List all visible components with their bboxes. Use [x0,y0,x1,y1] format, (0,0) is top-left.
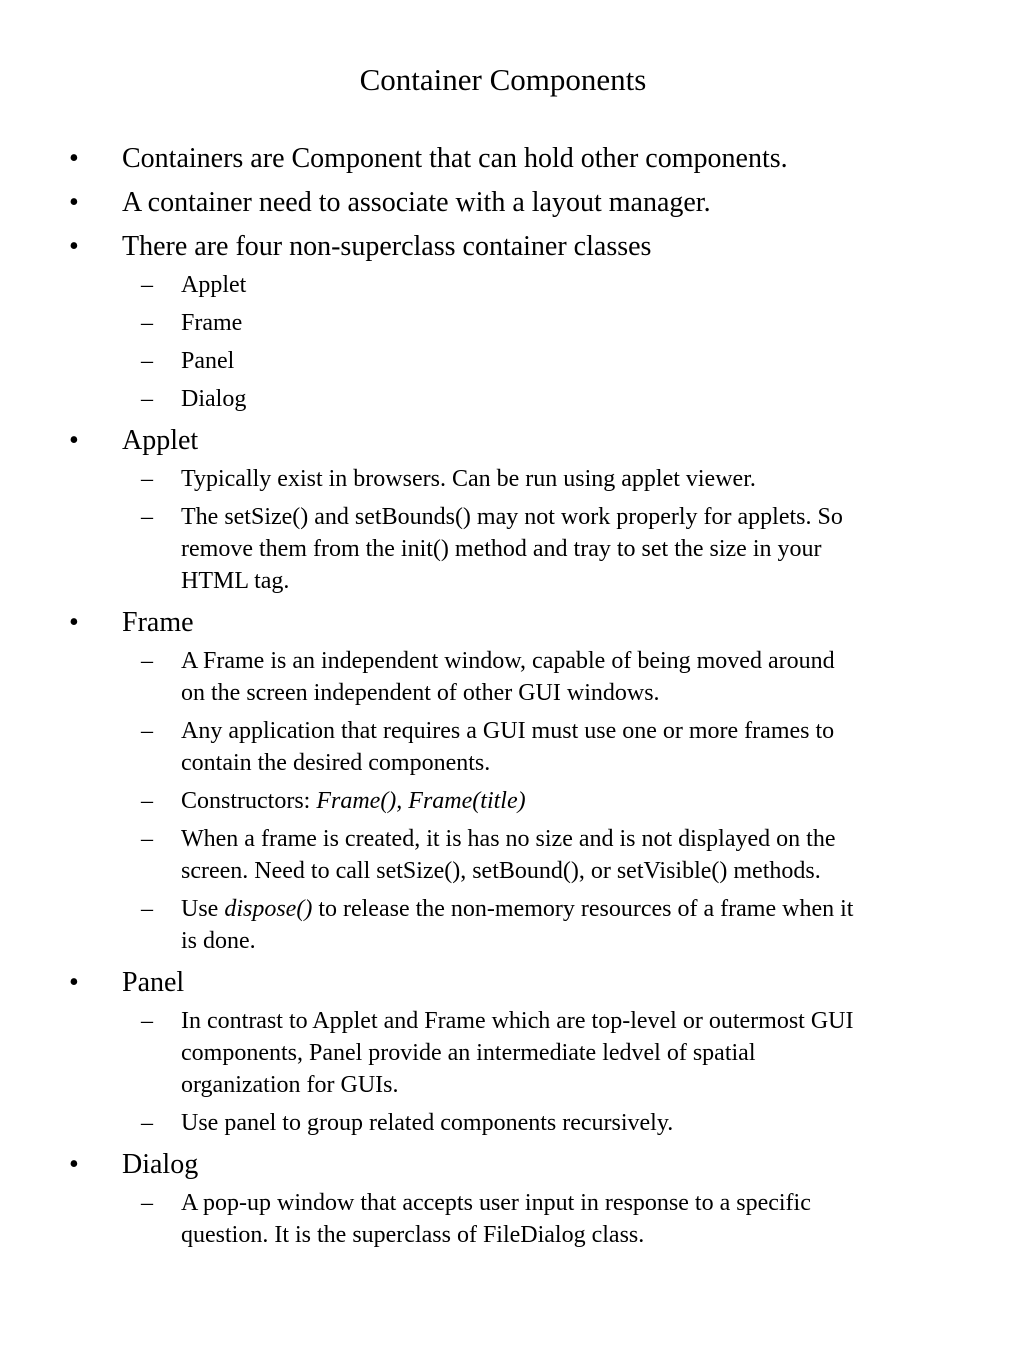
sub-list [122,269,1024,415]
bullet-icon: • [69,1149,79,1180]
bullet-item [0,965,1024,1139]
sub-text: Applet [181,272,247,298]
sub-text: Use panel to group related components recursively. [181,1110,674,1136]
sub-list [122,1187,1024,1251]
sub-item [0,893,941,957]
bullet-icon: • [69,187,79,218]
sub-item [0,1187,941,1251]
bullet-item [0,423,1024,597]
dash-icon: – [141,1190,153,1216]
dash-icon: – [141,272,153,298]
sub-text: screen. Need to call setSize(), setBound(), or setVisible() methods. [181,858,821,884]
sub-text: Typically exist in browsers. Can be run using applet viewer. [181,466,756,492]
bullet-icon: • [69,231,79,262]
dash-icon: – [141,386,153,412]
dash-icon: – [141,718,153,744]
bullet-item [0,141,1024,177]
sub-text-suffix: to release the non-memory resources of a frame when it [312,896,854,922]
sub-text: Frame [181,310,243,336]
sub-text: Any application that requires a GUI must use one or more frames to [181,718,835,744]
bullet-text: Containers are Component that can hold other components. [122,143,788,174]
sub-text: components, Panel provide an intermediate ledvel of spatial [181,1040,756,1066]
sub-item [0,307,941,339]
sub-text-italic: dispose() [224,896,313,922]
sub-list [122,645,1024,957]
bullet-item [0,1147,1024,1251]
sub-text [181,785,941,817]
sub-text: remove them from the init() method and tray to set the size in your [181,536,822,562]
sub-text-italic: Frame(), Frame(title) [316,788,526,814]
bullet-item [0,229,1024,415]
sub-text: organization for GUIs. [181,1072,399,1098]
dash-icon: – [141,826,153,852]
sub-list [122,463,1024,597]
bullet-item [0,185,1024,221]
sub-item [0,269,941,301]
sub-text: When a frame is created, it is has no size and is not displayed on the [181,826,836,852]
dash-icon: – [141,896,153,922]
sub-text: A pop-up window that accepts user input in response to a specific [181,1190,811,1216]
sub-item [0,463,941,495]
sub-text: contain the desired components. [181,750,491,776]
dash-icon: – [141,788,153,814]
dash-icon: – [141,348,153,374]
sub-text-prefix: Constructors: [181,788,317,814]
sub-text: The setSize() and setBounds() may not work properly for applets. So [181,504,843,530]
sub-item [0,1107,941,1139]
bullet-icon: • [69,425,79,456]
bullet-text: Applet [122,425,199,456]
sub-item [0,823,941,887]
sub-text: A Frame is an independent window, capable of being moved around [181,648,835,674]
sub-item [0,715,941,779]
sub-text [181,893,941,925]
bullet-icon: • [69,967,79,998]
sub-text: HTML tag. [181,568,290,594]
dash-icon: – [141,504,153,530]
sub-text: In contrast to Applet and Frame which are top-level or outermost GUI [181,1008,854,1034]
sub-item [0,345,941,377]
sub-text: Panel [181,348,235,374]
sub-item [0,1005,941,1101]
sub-text: on the screen independent of other GUI windows. [181,680,660,706]
sub-text: Dialog [181,386,247,412]
dash-icon: – [141,310,153,336]
bullet-text: A container need to associate with a layout manager. [122,187,711,218]
dash-icon: – [141,1110,153,1136]
dash-icon: – [141,1008,153,1034]
bullet-text: Dialog [122,1149,199,1180]
page-title: Container Components [359,62,647,97]
sub-text: question. It is the superclass of FileDialog class. [181,1222,645,1248]
bullet-text: Panel [122,967,185,998]
sub-item [0,785,941,817]
bullet-text: There are four non-superclass container classes [122,231,652,262]
bullet-icon: • [69,607,79,638]
bullet-item [0,605,1024,957]
sub-text-prefix: Use [181,896,225,922]
sub-list [122,1005,1024,1139]
sub-text: is done. [181,928,256,954]
sub-item [0,501,941,597]
dash-icon: – [141,648,153,674]
dash-icon: – [141,466,153,492]
bullet-icon: • [69,143,79,174]
bullet-list [0,141,1024,1259]
sub-item [0,383,941,415]
bullet-text: Frame [122,607,194,638]
sub-item [0,645,941,709]
